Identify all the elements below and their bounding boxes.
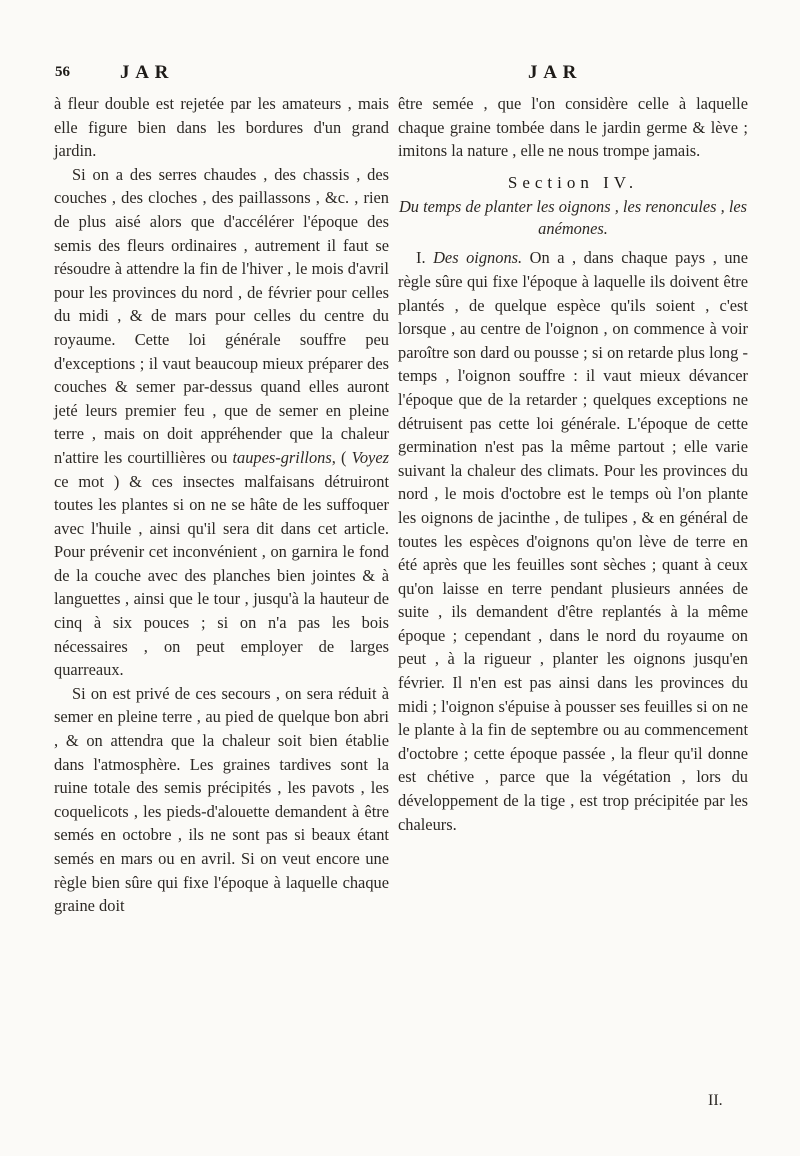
page-number: 56 [55, 64, 70, 80]
paragraph-number: I. [416, 248, 434, 268]
left-column [54, 92, 389, 918]
left-paragraph-1: à fleur double est rejetée par les amateurs , mais elle figure bien dans les bordures d'un grand jardin. [54, 94, 389, 161]
section-heading: Section IV. [507, 172, 639, 192]
right-column [398, 92, 748, 836]
left-running-header: J A R [120, 62, 170, 83]
right-paragraph-1: être semée , que l'on considère celle à laquelle chaque graine tombée dans le jardin germe & lève ; imitons la nature , elle ne nous trompe jamais. [398, 94, 748, 161]
left-paragraph-3: Si on est privé de ces secours , on sera réduit à semer en pleine terre , au pied de quelque bon abri , & on attendra que la chaleur soit bien établie dans l'atmosphère. Les graines tardives sont la ruine totale des semis précipités , les pavots , les coquelicots , les pieds-d'alouette demandent à être semés en octobre , ils ne sont pas si beaux étant semés en mars ou en avril. Si on veut encore une règle bien sûre qui fixe l'époque à laquelle chaque graine doit [54, 683, 389, 916]
right-paragraph-2 [398, 246, 748, 836]
left-paragraph-2-text-b: , ( [331, 447, 352, 467]
left-paragraph-2-text-a: Si on a des serres chaudes , des chassis , des couches , des cloches , des paillassons , &c. , rien de plus aisé alors que d'accélérer l'époque des semis des fleurs ordinaires , autrement il faut se résoudre à attendre la fin de l'hiver , le mois d'avril pour les provinces du nord , de février pour celles du midi , & de mars pour celles du centre du royaume. Cette loi générale souffre peu d'exceptions ; il vaut beaucoup mieux préparer des couches & semer par-dessus quand elles auront jeté leurs premier feu , que de semer en pleine terre , mais on doit appréhender que la chaleur n'attire les courtillières ou [54, 164, 389, 467]
right-running-header: J A R [528, 62, 578, 83]
right-paragraph-2-text: On a , dans chaque pays , une règle sûre qui fixe l'époque à laquelle ils doivent être plantés , de quelque espèce qu'ils soient , c'est lorsque , au centre de l'oignon , on commence à voir paroître son dard ou pousse ; si on retarde plus long - temps , l'oignon souffre : il vaut mieux dévancer l'époque que de la retarder ; quelques exceptions ne détruisent pas cette loi générale. L'époque de cette germination n'est pas la même partout ; elle varie suivant la chaleur des climats. Pour les provinces du nord , le mois d'octobre est le temps où l'on plante les oignons de jacinthe , de tulipes , & en général de toutes les espèces d'oignons qu'on lève de terre en été après que les feuilles sont sèches ; quant à ceux qu'on laisse en terre pendant plusieurs années de suite , ils demandent d'être replantés à la même époque ; cependant , dans le nord du royaume on peut , à la rigueur , planter les oignons jusqu'en février. Il n'en est pas ainsi dans les provinces du midi ; l'oignon s'épuise à pousser ses feuilles si on ne le plante à la fin de septembre ou au commencement d'octobre ; cette époque passée , la fleur qu'il donne est chétive , parce que la végétation , lors du développement de la tige , est trop précipitée par les chaleurs. [398, 248, 748, 834]
paragraph-lead: Des oignons. [433, 248, 523, 268]
catchword: II. [708, 1092, 723, 1109]
section-subtitle: Du temps de planter les oignons , les renoncules , les anémones. [398, 197, 748, 239]
left-paragraph-2 [54, 163, 389, 682]
voyez-reference: Voyez [351, 447, 389, 467]
taupes-grillons-term: taupes-grillons [232, 447, 332, 467]
left-paragraph-2-text-c: ce mot ) & ces insectes malfaisans détruiront toutes les plantes si on ne se hâte de les suffoquer avec l'huile , ainsi qu'il sera dit dans cet article. Pour prévenir cet inconvénient , on garnira le fond de la couche avec des planches bien jointes & à languettes , ainsi que le tour , jusqu'à la hauteur de cinq à six pouces ; si on n'a pas les bois nécessaires , on peut employer de larges quarreaux. [54, 471, 389, 680]
